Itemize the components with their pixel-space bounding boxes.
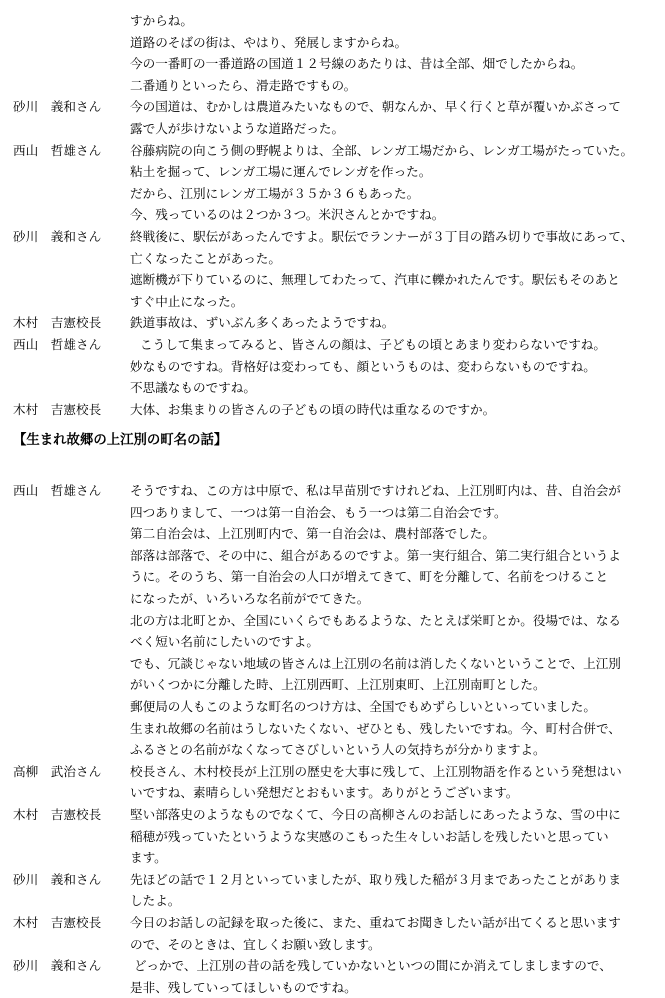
speech-line: いですね、素晴らしい発想だとおもいます。ありがとうございます。 [130,785,519,801]
speech-line: 生まれ故郷の名前はうしないたくない、ぜひとも、残したいですね。今、町村合併で、 [130,720,621,736]
speech-text [130,10,583,96]
speech-line: 校長さん、木村校長が上江別の歴史を大事に残して、上江別物語を作るという発想はい [130,763,622,779]
speech-line: 今日のお話しの記録を取った後に、また、重ねてお聞きしたい話が出てくると思います [130,915,621,930]
speech-line: 鉄道事故は、ずいぶん多くあったようですね。 [130,315,395,331]
dialogue-entry [0,804,665,869]
dialogue-entry [0,869,665,912]
speaker-name: 砂川 義和さん [13,958,102,974]
speech-line: すぐ中止になった。 [130,293,244,309]
speech-text [130,312,394,334]
speech-text [130,96,621,139]
speaker-name: 西山 哲雄さん [13,142,102,158]
speaker-name: 砂川 義和さん [13,229,102,244]
speech-line: すからね。 [130,13,193,28]
dialogue-entry [0,334,665,399]
speech-line: だから、江別にレンガ工場が３５か３６もあった。 [130,185,420,201]
speech-line: そうですね、この方は中原で、私は早苗別ですけれどね、上江別町内は、昔、自治会が [130,483,621,498]
dialogue-entry [0,96,665,139]
dialogue-entry [0,399,665,421]
speaker-name: 木村 吉憲校長 [13,915,102,930]
speech-line: 二番通りといったら、滑走路ですもの。 [130,77,357,93]
speech-text [130,399,495,421]
speech-line: 北の方は北町とか、全国にいくらでもあるような、たとえば栄町とか。役場では、なる [130,612,622,628]
speech-line: べく短い名前にしたいのですよ。 [130,634,319,650]
speech-line: 今、残っているのは２つか３つ。米沢さんとかですね。 [130,207,445,223]
speech-line: 不思議なものですね。 [130,380,256,396]
speech-line: ふるさとの名前がなくなってさびしいという人の気持ちが分かりますよ。 [130,742,546,758]
speech-text [130,912,621,955]
speech-line: 亡くなったことがあった。 [130,250,281,266]
speech-line: 粘土を掘って、レンガ工場に運んでレンガを作った。 [130,164,432,180]
speech-text [130,869,621,912]
speech-line: こうして集まってみると、皆さんの顔は、子どもの頃とあまり変わらないですね。 [140,337,606,352]
speech-line: でも、冗談じゃない地域の皆さんは上江別の名前は消したくないということで、上江別 [130,655,621,671]
speech-text [130,761,622,804]
speech-line: 部落は部落で、その中に、組合があるのですよ。第一実行組合、第二実行組合というよ [130,547,621,563]
speech-line: 終戦後に、駅伝があったんですよ。駅伝でランナーが３丁目の踏み切りで事故にあって、 [130,229,634,244]
speech-line: したよ。 [130,893,181,909]
speech-line: どっかで、上江別の昔の話を残していかないといつの間にか消えてしましますので、 [134,958,612,974]
speech-line: 堅い部落史のようなものでなくて、今日の高柳さんのお話しにあったような、雪の中に [130,807,621,822]
dialogue-entry [0,226,665,312]
speech-text [130,955,612,998]
speech-line: うに。そのうち、第一自治会の人口が増えてきて、町を分離して、名前をつけること [130,569,609,585]
speech-line: 郵便局の人もこのような町名のつけ方は、全国でもめずらしいといっていました。 [130,698,596,714]
speech-line: ので、そのときは、宜しくお願い致します。 [130,936,381,952]
speech-line: 今の一番町の一番道路の国道１２号線のあたりは、昔は全部、畑でしたからね。 [130,56,584,72]
speaker-name: 木村 吉憲校長 [13,401,102,417]
speaker-name: 西山 哲雄さん [13,337,102,352]
speech-line: 露で人が歩けないような道路だった。 [130,120,345,136]
speech-line: がいくつかに分離した時、上江別西町、上江別東町、上江別南町とした。 [130,677,546,693]
speech-line: になったが、いろいろな名前がでてきた。 [130,590,370,606]
speech-line: ます。 [130,850,167,866]
speaker-name: 西山 哲雄さん [13,483,102,498]
speech-text [130,226,633,312]
speech-line: 谷藤病院の向こう側の野幌よりは、全部、レンガ工場だから、レンガ工場がたっていた。 [130,142,634,158]
speaker-name: 木村 吉憲校長 [13,315,102,331]
dialogue-entry [0,10,665,96]
speech-line: 是非、残していってほしいものですね。 [130,979,357,995]
speaker-name: 砂川 義和さん [13,871,102,887]
dialogue-entry [0,140,665,226]
dialogue-entry [0,761,665,804]
speech-text [130,804,621,869]
speech-text [130,480,621,761]
dialogue-entry [0,955,665,998]
speech-text [130,140,633,226]
speech-line: 第二自治会は、上江別町内で、第一自治会は、農村部落でした。 [130,526,495,542]
section-heading: 【生まれ故郷の上江別の町名の話】 [13,433,228,448]
dialogue-entry [0,312,665,334]
speech-line: 妙なものですね。背格好は変わっても、顔というものは、変わらないものですね。 [130,358,596,374]
speech-line: 今の国道は、むかしは農道みたいなもので、朝なんか、早く行くと草が覆いかぶさって [130,99,621,115]
speaker-name: 高柳 武治さん [13,763,102,779]
speech-line: 大体、お集まりの皆さんの子どもの頃の時代は重なるのですか。 [130,401,496,417]
speaker-name: 砂川 義和さん [13,99,102,115]
dialogue-entry [0,912,665,955]
speech-text [130,334,606,399]
speech-line: 遮断機が下りているのに、無理してわたって、汽車に轢かれたんです。駅伝もそのあと [130,272,620,288]
speaker-name: 木村 吉憲校長 [13,807,102,822]
speech-line: 道路のそばの街は、やはり、発展しますからね。 [130,34,408,50]
dialogue-entry [0,480,665,761]
speech-line: 四つありまして、一つは第一自治会、もう一つは第二自治会です。 [130,504,507,520]
speech-line: 稲穂が残っていたというような実感のこもった生々しいお話しを残したいと思ってい [130,828,609,844]
speech-line: 先ほどの話で１２月といっていましたが、取り残した稲が３月まであったことがありま [130,871,622,887]
